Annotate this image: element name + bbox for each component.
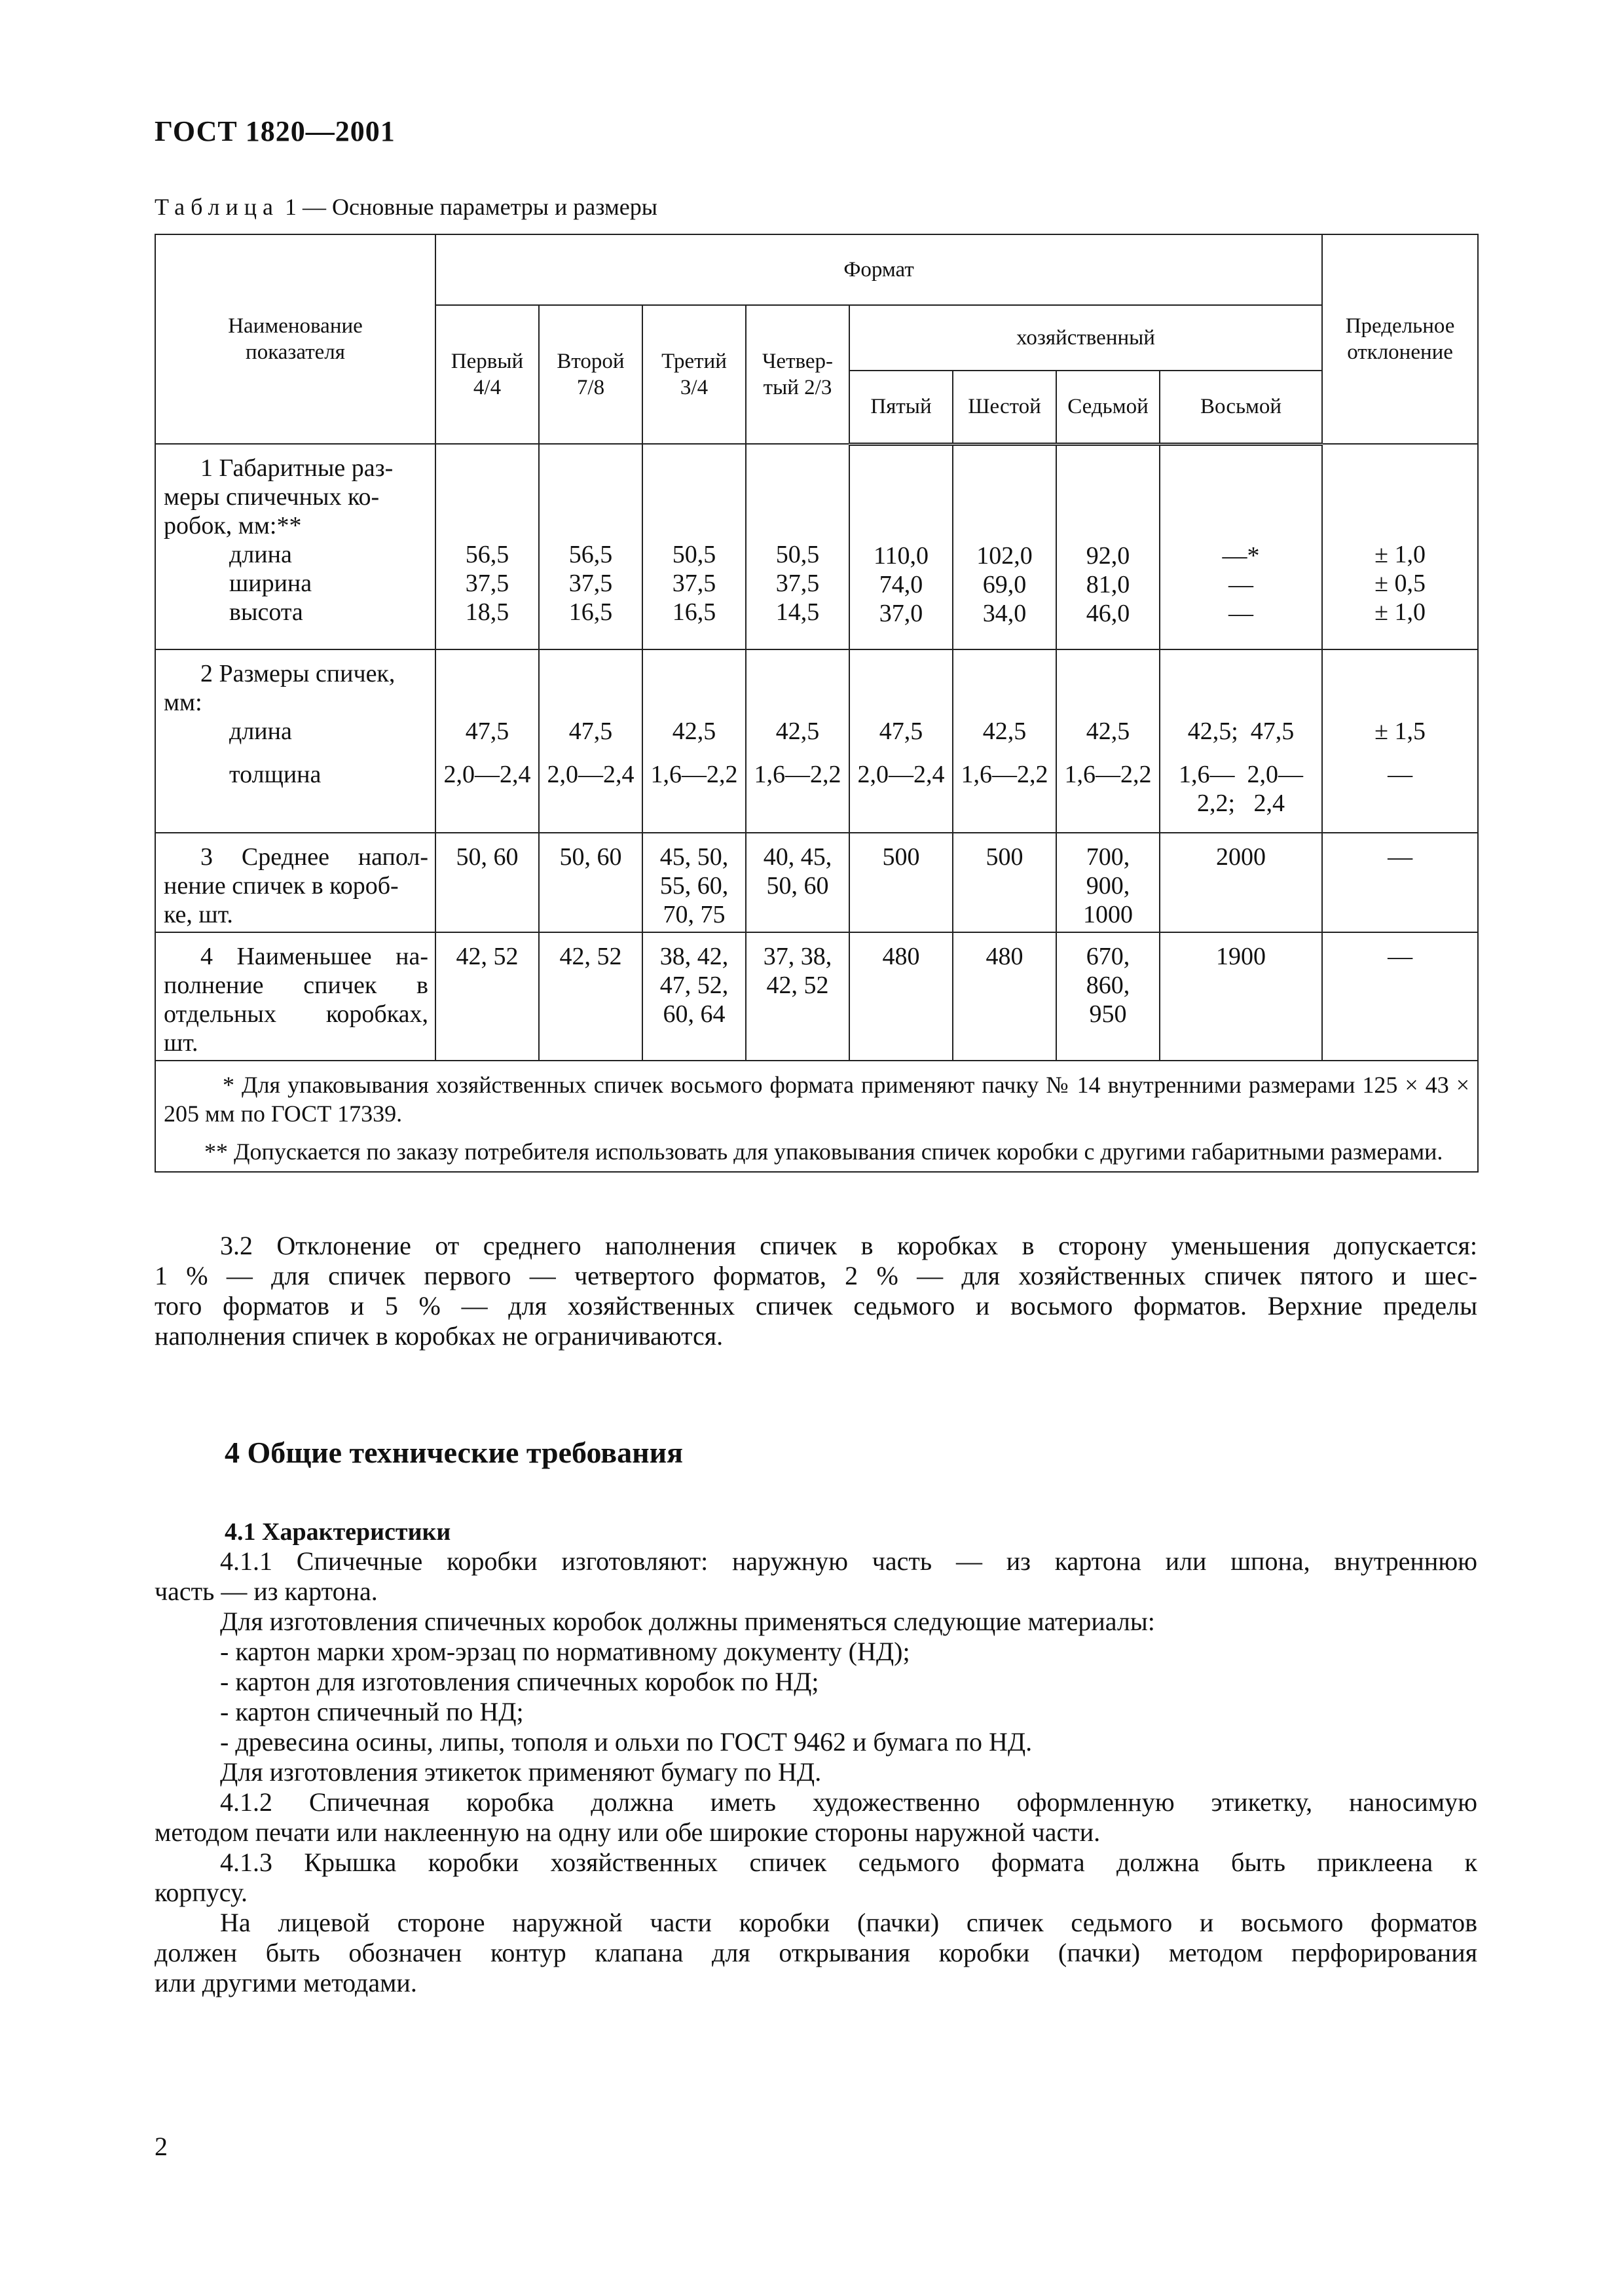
cell-value: 102,0 69,0 34,0: [953, 444, 1056, 649]
header-household: хозяйственный: [849, 305, 1322, 371]
table-row: [155, 932, 1478, 1061]
cell-value: 670, 860, 950: [1056, 932, 1160, 1061]
table-row: [155, 444, 1478, 649]
table-row: [155, 833, 1478, 932]
row-name: 1 Габаритные раз- меры спичечных ко- робок, мм:** длина ширина высота: [155, 444, 435, 649]
cell-value: 42,5 1,6—2,2: [642, 649, 746, 833]
cell-value: 110,0 74,0 37,0: [849, 444, 953, 649]
cell-deviation: —: [1322, 833, 1478, 932]
cell-value: 42,5 1,6—2,2: [746, 649, 849, 833]
cell-value: 37, 38, 42, 52: [746, 932, 849, 1061]
row-name: 4 Наименьшее на- полнение спичек в отдельных коробках, шт.: [155, 932, 435, 1061]
cell-deviation: ± 1,5 —: [1322, 649, 1478, 833]
header-deviation: Предельное отклонение: [1322, 234, 1478, 444]
header-name: Наименование показателя: [155, 234, 435, 444]
table-caption-word: Таблица: [155, 194, 279, 220]
cell-value: 50, 60: [539, 833, 642, 932]
header-fifth: Пятый: [849, 371, 953, 444]
table-row: [155, 649, 1478, 833]
cell-value: 38, 42, 47, 52, 60, 64: [642, 932, 746, 1061]
table-caption: [155, 193, 657, 221]
page-number: 2: [155, 2132, 168, 2161]
footnotes-cell: [155, 1061, 1478, 1172]
document-code: ГОСТ 1820—2001: [155, 115, 396, 147]
cell-value: 2000: [1160, 833, 1322, 932]
cell-deviation: ± 1,0 ± 0,5 ± 1,0: [1322, 444, 1478, 649]
cell-value: 47,5 2,0—2,4: [849, 649, 953, 833]
section-4-body: 4.1.1 Спичечные коробки изготовляют: наружную часть — из картона или шпона, внутреннюю часть — из картона. Для изготовления спичечных коробок должны применяться следующие материалы: - картон марки хром-эрзац по нормативному документу (НД); - картон для изготовления спичечных коробок по НД; - картон спичечный по НД; - древесина осины, липы, тополя и ольхи по ГОСТ 9462 и бумага по НД. Для изготовления этикеток применяют бумагу по НД. 4.1.2 Спичечная коробка должна иметь художественно оформленную этикетку, наносимую методом печати или наклеенную на одну или обе широкие стороны наружной части. 4.1.3 Крышка коробки хозяйственных спичек седьмого формата должна быть приклеена к корпусу. На лицевой стороне наружной части коробки (пачки) спичек седьмого и восьмого форматов должен быть обозначен контур клапана для открывания коробки (пачки) методом перфорирования или другими методами.: [155, 1546, 1477, 1997]
cell-value: 700, 900, 1000: [1056, 833, 1160, 932]
cell-value: 1900: [1160, 932, 1322, 1061]
header-fourth: Четвер- тый 2/3: [746, 305, 849, 444]
subsection-4-1-title: 4.1 Характеристики: [225, 1518, 451, 1546]
cell-value: 92,0 81,0 46,0: [1056, 444, 1160, 649]
cell-value: 42,5 1,6—2,2: [953, 649, 1056, 833]
cell-value: 42,5 1,6—2,2: [1056, 649, 1160, 833]
cell-value: 45, 50, 55, 60, 70, 75: [642, 833, 746, 932]
cell-deviation: —: [1322, 932, 1478, 1061]
cell-value: 42, 52: [435, 932, 539, 1061]
cell-value: 42, 52: [539, 932, 642, 1061]
header-seventh: Седьмой: [1056, 371, 1160, 444]
row-name: 3 Среднее напол- нение спичек в короб- ке, шт.: [155, 833, 435, 932]
header-eighth: Восьмой: [1160, 371, 1322, 444]
table-caption-text: 1 — Основные параметры и размеры: [278, 194, 657, 220]
cell-value: 47,5 2,0—2,4: [435, 649, 539, 833]
cell-value: 56,5 37,5 16,5: [539, 444, 642, 649]
cell-value: 42,5; 47,5 1,6— 2,0— 2,2; 2,4: [1160, 649, 1322, 833]
cell-value: 56,5 37,5 18,5: [435, 444, 539, 649]
parameters-table: [155, 234, 1479, 1173]
cell-value: 500: [849, 833, 953, 932]
footnote-1: * Для упаковывания хозяйственных спичек восьмого формата применяют пачку № 14 внутренними размерами 125 × 43 × 205 мм по ГОСТ 17339.: [164, 1072, 1470, 1127]
section-4-title: 4 Общие технические требования: [225, 1436, 684, 1469]
header-format: Формат: [435, 234, 1322, 305]
table-header: [155, 234, 1478, 444]
header-sixth: Шестой: [953, 371, 1056, 444]
cell-value: 480: [849, 932, 953, 1061]
paragraph-3-2: 3.2 Отклонение от среднего наполнения спичек в коробках в сторону уменьшения допускается: 1 % — для спичек первого — четвертого форматов, 2 % — для хозяйственных спичек пятого и шес- того форматов и 5 % — для хозяйственных спичек седьмого и восьмого форматов. Верхние пределы наполнения спичек в коробках не ограничиваются.: [155, 1231, 1477, 1351]
cell-value: 480: [953, 932, 1056, 1061]
cell-value: 50,5 37,5 16,5: [642, 444, 746, 649]
table-footnotes: [155, 1061, 1478, 1172]
footnote-2: ** Допускается по заказу потребителя использовать для упаковывания спичек коробки с другими габаритными размерами.: [204, 1139, 1443, 1165]
cell-value: 500: [953, 833, 1056, 932]
cell-value: 50,5 37,5 14,5: [746, 444, 849, 649]
cell-value: 47,5 2,0—2,4: [539, 649, 642, 833]
header-third: Третий 3/4: [642, 305, 746, 444]
row-name: 2 Размеры спичек, мм: длина толщина: [155, 649, 435, 833]
header-first: Первый 4/4: [435, 305, 539, 444]
cell-value: 40, 45, 50, 60: [746, 833, 849, 932]
header-second: Второй 7/8: [539, 305, 642, 444]
cell-value: 50, 60: [435, 833, 539, 932]
cell-value: —* — —: [1160, 444, 1322, 649]
